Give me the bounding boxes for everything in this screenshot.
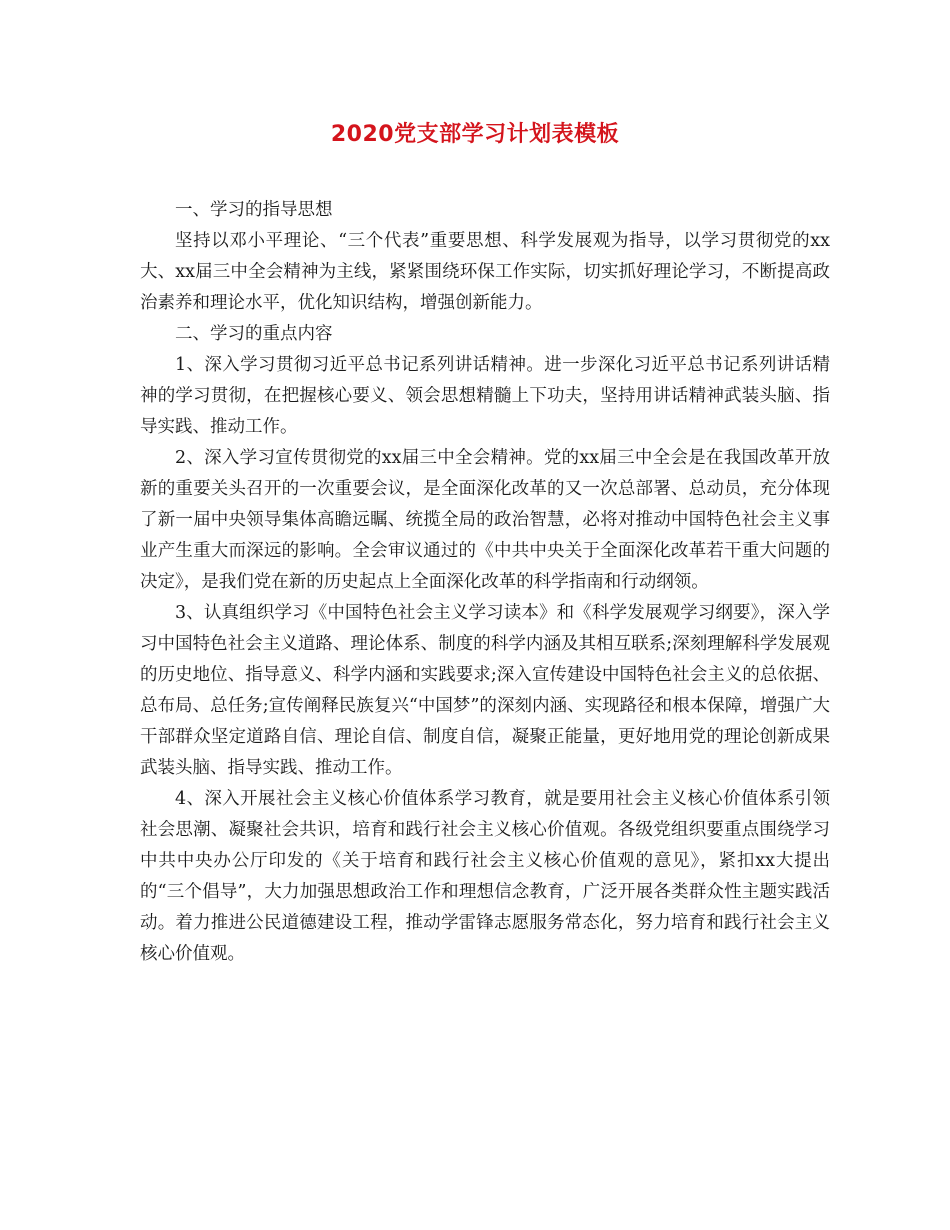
section-heading-key-content: 二、学习的重点内容 xyxy=(175,324,333,344)
paragraph-item-1: 1、深入学习贯彻习近平总书记系列讲话精神。进一步深化习近平总书记系列讲话精神的学习贯彻，在把握核心要义、领会思想精髓上下功夫，坚持用讲话精神武装头脑、指导实践、推动工作。 xyxy=(140,355,830,437)
paragraph-item-3: 3、认真组织学习《中国特色社会主义学习读本》和《科学发展观学习纲要》，深入学习中国特色社会主义道路、理论体系、制度的科学内涵及其相互联系;深刻理解科学发展观的历史地位、指导意义、科学内涵和实践要求;深入宣传建设中国特色社会主义的总依据、总布局、总任务;宣传阐释民族复兴“中国梦”的深刻内涵、实现路径和根本保障，增强广大干部群众坚定道路自信、理论自信、制度自信，凝聚正能量，更好地用党的理论创新成果武装头脑、指导实践、推动工作。 xyxy=(140,603,830,778)
paragraph-guiding-ideology: 坚持以邓小平理论、“三个代表”重要思想、科学发展观为指导，以学习贯彻党的xx大、xx届三中全会精神为主线，紧紧围绕环保工作实际，切实抓好理论学习，不断提高政治素养和理论水平，优化知识结构，增强创新能力。 xyxy=(140,231,830,313)
document-body xyxy=(140,195,830,970)
section-heading-guiding-ideology: 一、学习的指导思想 xyxy=(175,200,333,220)
paragraph-item-2: 2、深入学习宣传贯彻党的xx届三中全会精神。党的xx届三中全会是在我国改革开放新的重要关头召开的一次重要会议，是全面深化改革的又一次总部署、总动员，充分体现了新一届中央领导集体高瞻远瞩、统揽全局的政治智慧，必将对推动中国特色社会主义事业产生重大而深远的影响。全会审议通过的《中共中央关于全面深化改革若干重大问题的决定》，是我们党在新的历史起点上全面深化改革的科学指南和行动纲领。 xyxy=(140,448,830,592)
paragraph-item-4: 4、深入开展社会主义核心价值体系学习教育，就是要用社会主义核心价值体系引领社会思潮、凝聚社会共识，培育和践行社会主义核心价值观。各级党组织要重点围绕学习中共中央办公厅印发的《关于培育和践行社会主义核心价值观的意见》，紧扣xx大提出的“三个倡导”，大力加强思想政治工作和理想信念教育，广泛开展各类群众性主题实践活动。着力推进公民道德建设工程，推动学雷锋志愿服务常态化，努力培育和践行社会主义核心价值观。 xyxy=(140,789,830,964)
document-title: 2020党支部学习计划表模板 xyxy=(330,122,620,147)
